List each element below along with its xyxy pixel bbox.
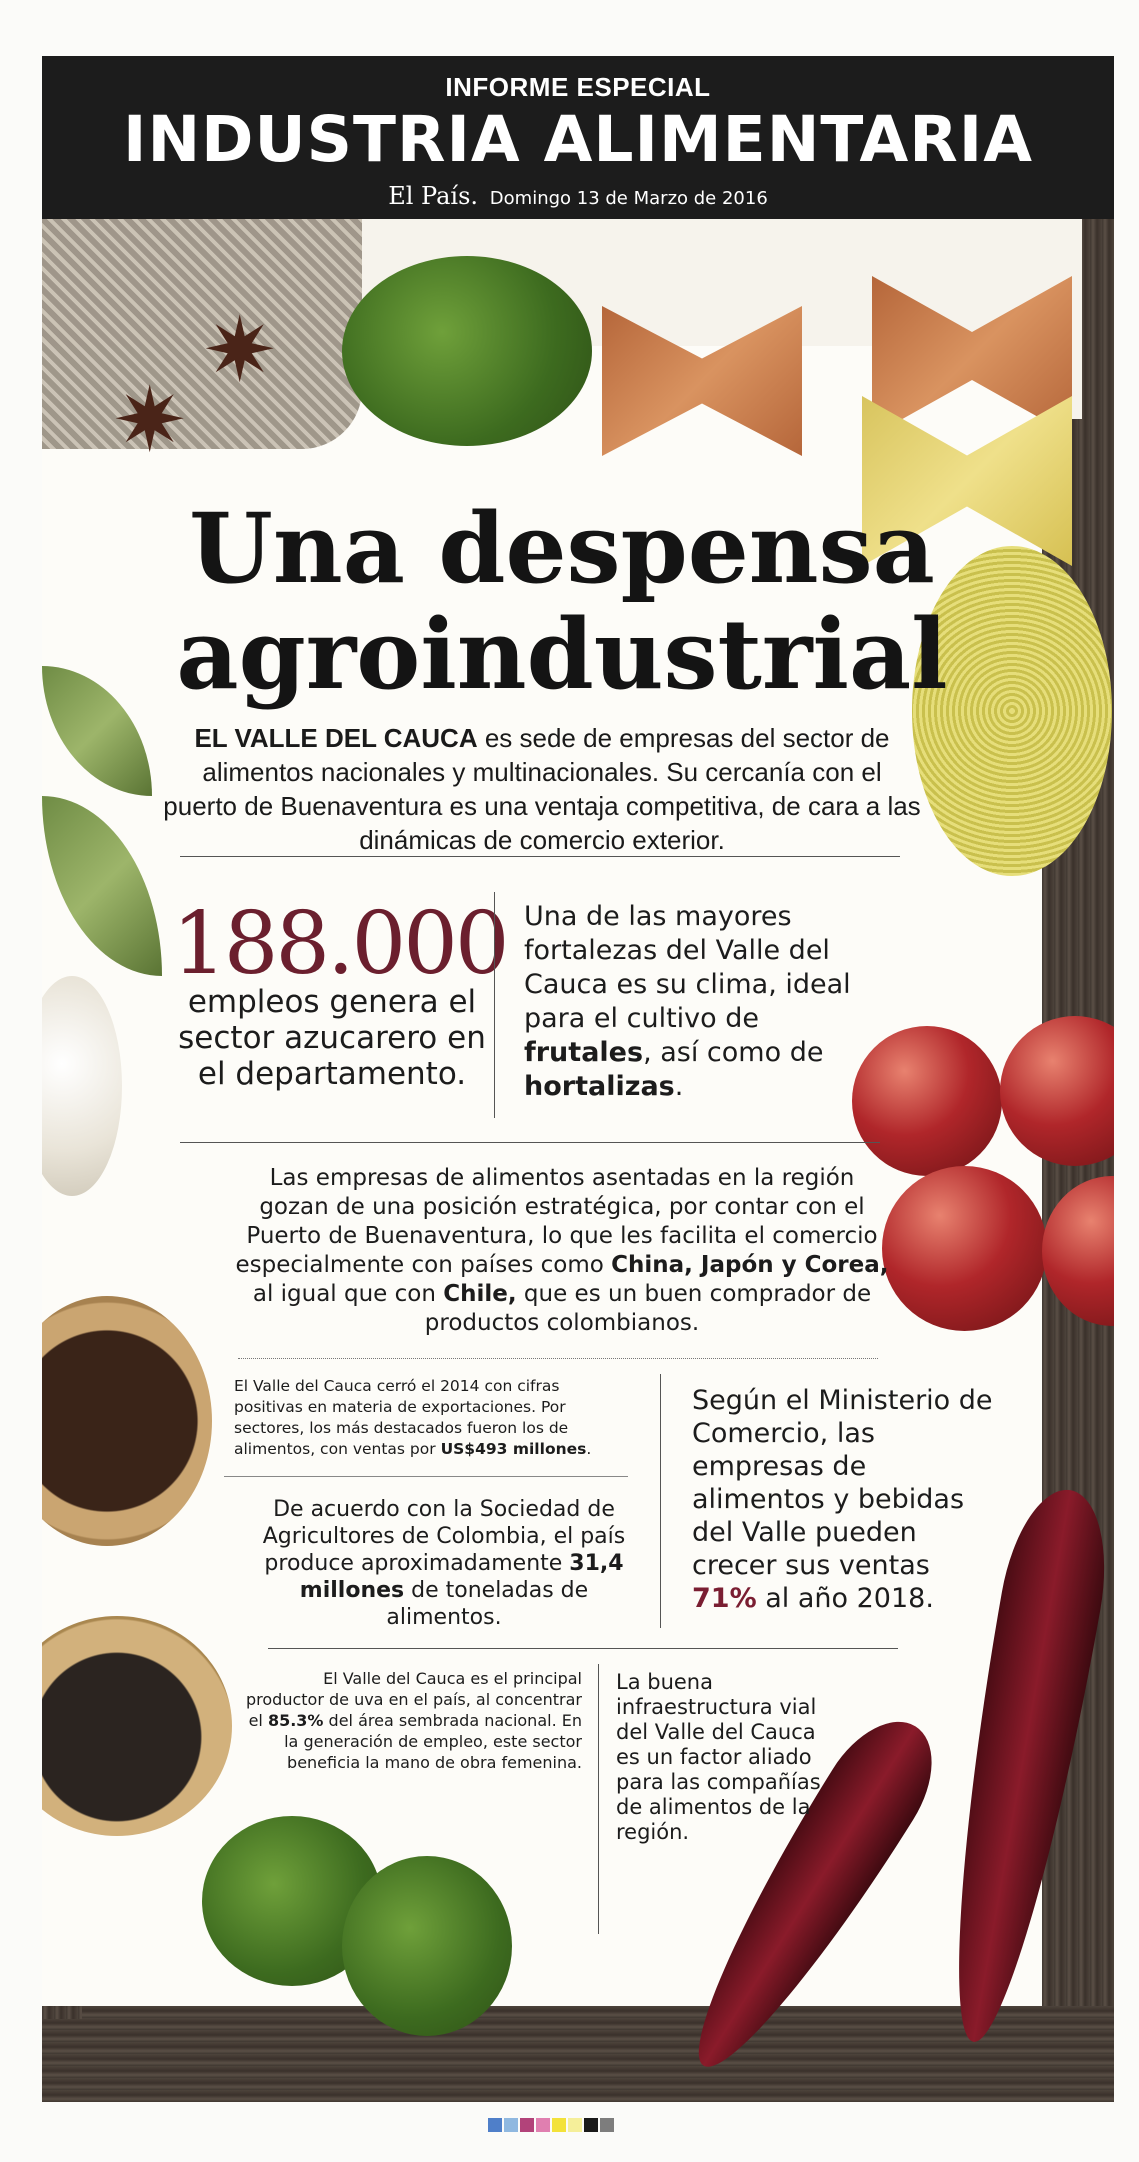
- climate-text-part: Una de las mayores fortalezas del Valle del Cauca es su clima, ideal para el cultivo de: [524, 901, 851, 1034]
- cherry-tomato: [852, 1026, 1002, 1176]
- article-title-line: Una despensa: [189, 492, 935, 605]
- ministry-text-part: al año 2018.: [756, 1583, 934, 1614]
- ministry-text-part: Según el Ministerio de Comercio, las empresas de alimentos y bebidas del Valle pueden crecer sus ventas: [692, 1385, 993, 1581]
- wood-background-bottom: [42, 2006, 1114, 2102]
- climate-text-part: , así como de: [643, 1037, 824, 1068]
- color-swatch: [552, 2118, 566, 2132]
- grapes-bold: 85.3%: [267, 1711, 324, 1730]
- jobs-stat-number: 188.000: [172, 894, 507, 994]
- divider: [224, 1476, 628, 1477]
- climate-text-part: .: [674, 1071, 684, 1102]
- color-swatch: [584, 2118, 598, 2132]
- article-lead: [162, 721, 922, 857]
- agriculture-bold: 31,4 millones: [299, 1551, 624, 1603]
- vertical-divider: [598, 1664, 599, 1934]
- color-swatch: [504, 2118, 518, 2132]
- color-swatch: [600, 2118, 614, 2132]
- vertical-divider: [660, 1374, 661, 1628]
- publication-date: Domingo 13 de Marzo de 2016: [489, 188, 768, 209]
- grapes-text-part: del área sembrada nacional. En la generación de empleo, este sector beneficia la mano de obra femenina.: [284, 1711, 582, 1772]
- exports-bold: US$493 millones: [440, 1440, 587, 1458]
- port-bold: China, Japón y Corea,: [611, 1252, 889, 1278]
- parsley-bottom: [342, 1856, 512, 2036]
- grapes-text-part: El Valle del Cauca es el principal productor de uva en el país, al concentrar el: [245, 1669, 582, 1730]
- vertical-divider: [494, 892, 495, 1118]
- color-swatch: [488, 2118, 502, 2132]
- climate-bold: frutales: [524, 1037, 644, 1068]
- newspaper-name: El País.: [388, 182, 479, 210]
- lead-text: es sede de empresas del sector de alimentos nacionales y multinacionales. Su cercanía con el puerto de Buenaventura es una ventaja competitiva, de cara a las dinámicas de comercio exterior.: [163, 723, 921, 855]
- agriculture-text-part: de toneladas de alimentos.: [386, 1578, 589, 1630]
- divider: [180, 1142, 880, 1143]
- port-bold: Chile,: [443, 1281, 517, 1307]
- color-swatch: [536, 2118, 550, 2132]
- lead-bold: EL VALLE DEL CAUCA: [194, 723, 478, 753]
- masthead: [42, 56, 1114, 219]
- ministry-text: [692, 1384, 1002, 1615]
- star-anise-icon: ✷: [112, 368, 188, 473]
- dotted-divider: [238, 1358, 878, 1359]
- color-swatch: [520, 2118, 534, 2132]
- agriculture-text: [254, 1496, 634, 1631]
- ministry-percent: 71%: [692, 1583, 757, 1614]
- section-headline: INDUSTRIA ALIMENTARIA: [123, 103, 1033, 176]
- grapes-text: [242, 1668, 582, 1773]
- article-title-line: agroindustrial: [176, 598, 948, 711]
- color-calibration-strip: [488, 2118, 614, 2132]
- agriculture-text-part: De acuerdo con la Sociedad de Agricultores de Colombia, el país produce aproximadamente: [262, 1497, 626, 1576]
- port-text-part: Las empresas de alimentos asentadas en la región gozan de una posición estratégica, por contar con el Puerto de Buenaventura, lo que les facilita el comercio especialmente con países como: [235, 1165, 878, 1278]
- port-text-part: al igual que con: [252, 1281, 444, 1307]
- jobs-stat-caption: empleos genera el sector azucarero en el departamento.: [178, 984, 486, 1092]
- article-title: [162, 492, 962, 711]
- port-text: [232, 1164, 892, 1338]
- section-kicker: INFORME ESPECIAL: [445, 72, 711, 102]
- climate-text: [524, 900, 854, 1104]
- divider: [180, 856, 900, 857]
- port-text-part: que es un buen comprador de productos colombianos.: [424, 1281, 872, 1336]
- climate-bold: hortalizas: [524, 1071, 675, 1102]
- dateline: [42, 182, 1114, 210]
- special-report-page: [42, 56, 1114, 2102]
- color-swatch: [568, 2118, 582, 2132]
- star-anise-icon: ✷: [202, 298, 278, 403]
- exports-text: [234, 1376, 614, 1460]
- divider: [268, 1648, 898, 1649]
- exports-text-part: .: [586, 1440, 592, 1458]
- roads-text: La buena infraestructura vial del Valle del Cauca es un factor aliado para las compañías de alimentos de la región.: [616, 1670, 821, 1844]
- cherry-tomato: [882, 1166, 1047, 1331]
- exports-text-part: El Valle del Cauca cerró el 2014 con cifras positivas en materia de exportaciones. Por sectores, los más destacados fueron los de alimentos, con ventas por: [234, 1377, 569, 1458]
- parsley-top: [342, 256, 592, 446]
